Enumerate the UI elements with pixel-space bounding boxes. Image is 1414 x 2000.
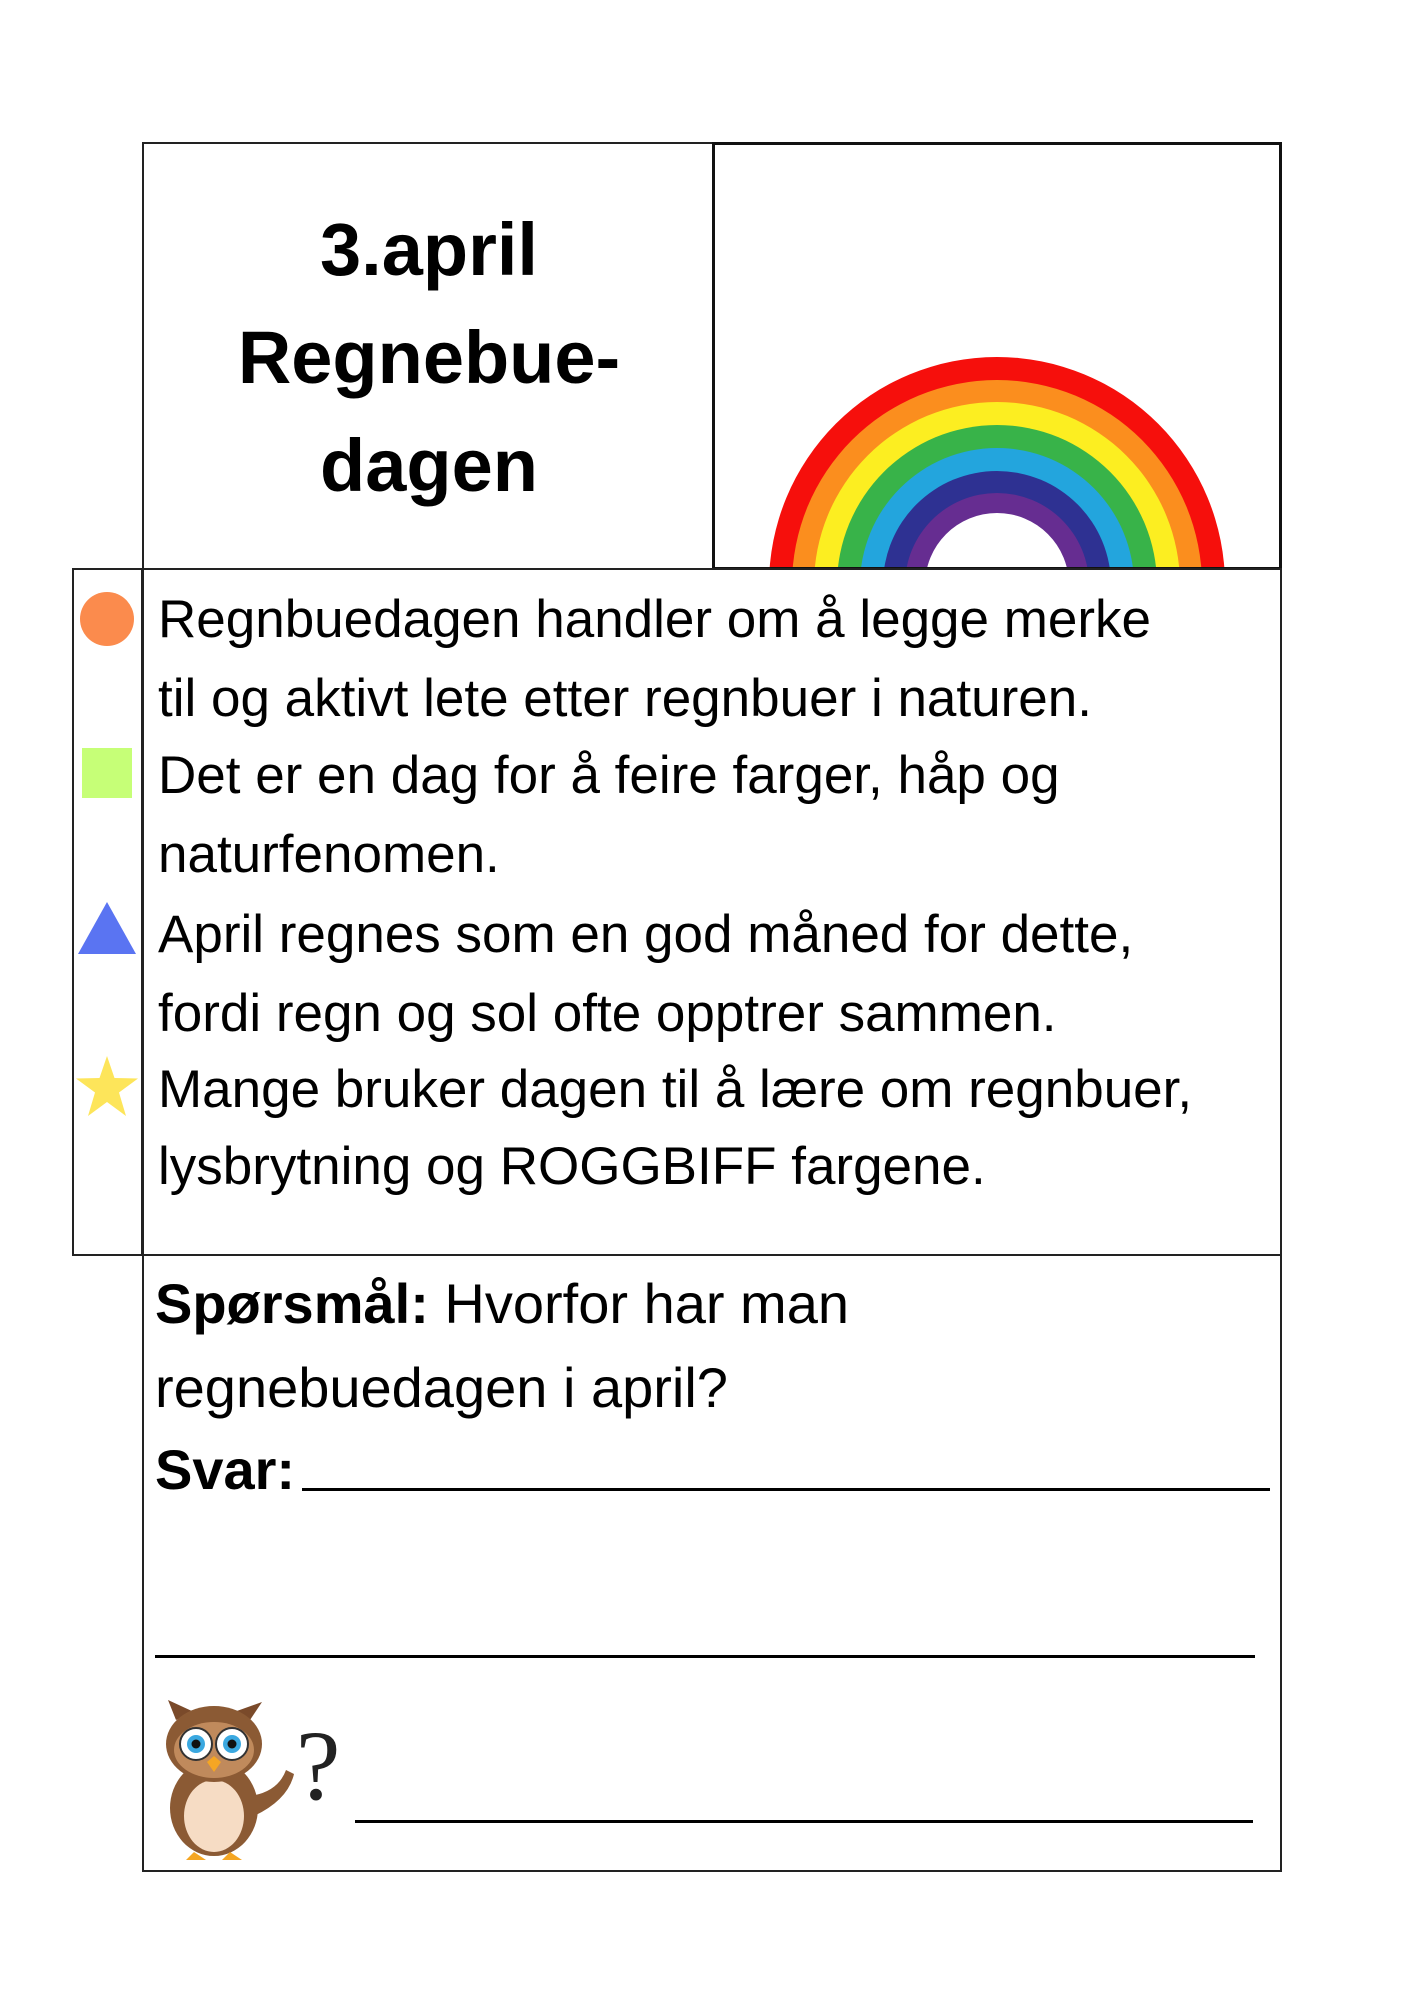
day-title-line2: dagen	[320, 424, 538, 507]
date-title: 3.april	[320, 208, 538, 291]
body-line: fordi regn og sol ofte opptrer sammen.	[158, 984, 1057, 1043]
owl-icon	[158, 1700, 298, 1862]
question-line1	[155, 1272, 849, 1336]
body-line: Mange bruker dagen til å lære om regnbuer,	[158, 1060, 1193, 1119]
question-line2: regnebuedagen i april?	[155, 1356, 728, 1419]
answer-label: Svar:	[155, 1438, 296, 1501]
rainbow-icon	[715, 145, 1279, 567]
question-label: Spørsmål:	[155, 1272, 429, 1335]
circle-icon	[80, 592, 134, 646]
question-mark: ?	[296, 1710, 341, 1821]
square-icon	[82, 748, 132, 798]
body-line: April regnes som en god måned for dette,	[158, 905, 1134, 964]
triangle-icon	[78, 902, 136, 954]
answer-line[interactable]	[302, 1488, 1270, 1491]
day-title-line1: Regnebue-	[237, 316, 621, 399]
title-box	[142, 142, 712, 570]
answer-line[interactable]	[355, 1820, 1253, 1823]
answer-line[interactable]	[155, 1655, 1255, 1658]
question-text: Hvorfor har man	[428, 1272, 849, 1335]
body-line: til og aktivt lete etter regnbuer i naturen.	[158, 669, 1092, 728]
body-line: Det er en dag for å feire farger, håp og	[158, 746, 1060, 805]
body-line: lysbrytning og ROGGBIFF fargene.	[158, 1137, 986, 1196]
body-line: Regnbuedagen handler om å legge merke	[158, 590, 1151, 649]
star-icon	[76, 1056, 138, 1116]
body-line: naturfenomen.	[158, 825, 500, 884]
illustration-box	[712, 142, 1282, 570]
